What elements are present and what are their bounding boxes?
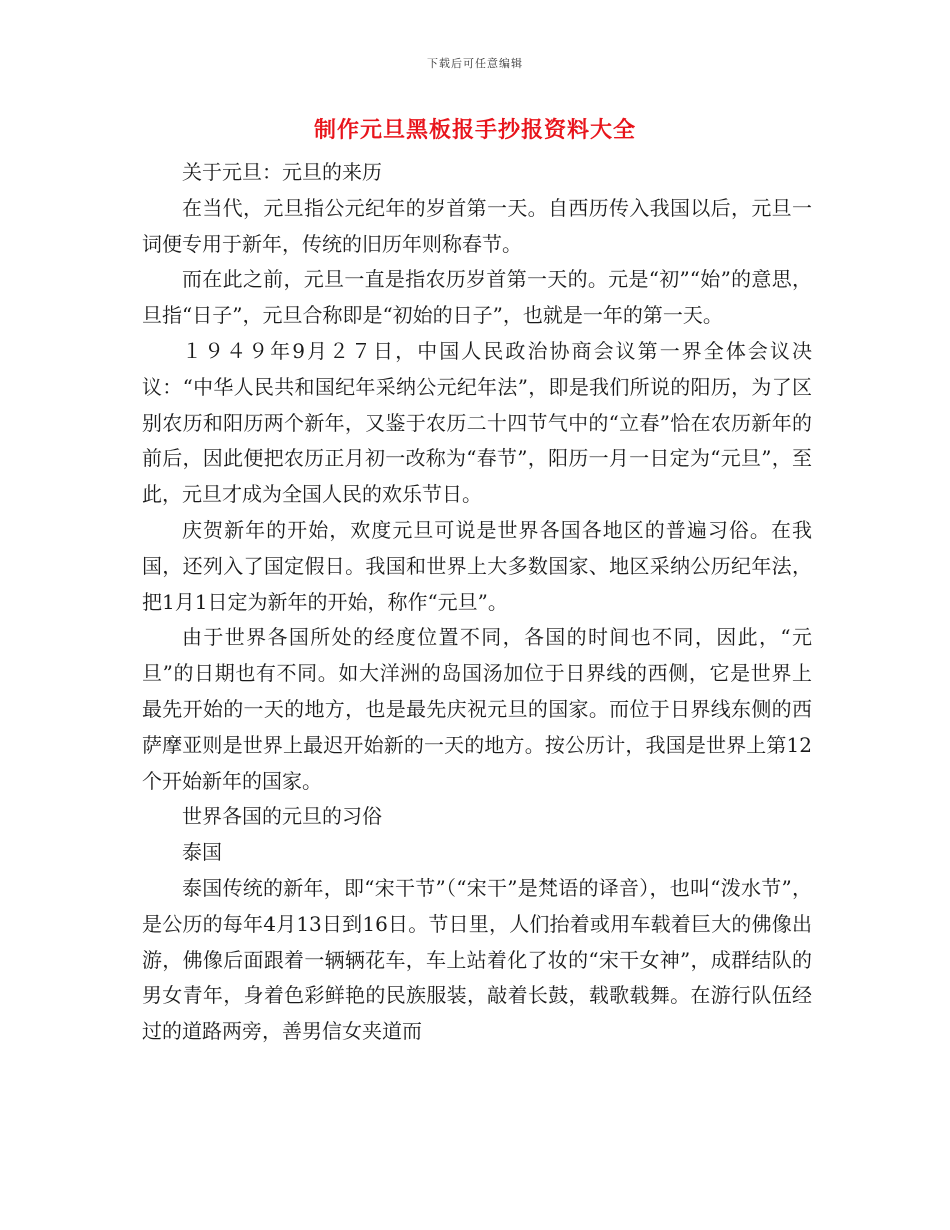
paragraph: 泰国传统的新年，即“宋干节”（“宋干”是梵语的译音），也叫“泼水节”，是公历的每年4月13日到16日。节日里，人们抬着或用车载着巨大的佛像出游，佛像后面跟着一辆辆花车，车上站着化了妆的“宋干女神”，成群结队的男女青年，身着色彩鲜艳的民族服装，敲着长鼓，载歌载舞。在游行队伍经过的道路两旁，善男信女夹道而: [142, 875, 812, 1044]
section-heading: 世界各国的元旦的习俗: [182, 804, 382, 829]
section-heading: 关于元旦：元旦的来历: [182, 160, 382, 184]
paragraph: 而在此之前，元旦一直是指农历岁首第一天的。元是“初”“始”的意思，旦指“日子”，元旦合称即是“初始的日子”，也就是一年的第一天。: [142, 267, 812, 328]
paragraph: 在当代，元旦指公元纪年的岁首第一天。自西历传入我国以后，元旦一词便专用于新年，传统的旧历年则称春节。: [142, 195, 812, 256]
paragraph: 庆贺新年的开始，欢度元旦可说是世界各国各地区的普遍习俗。在我国，还列入了国定假日。我国和世界上大多数国家、地区采纳公历纪年法，把1月1日定为新年的开始，称作“元旦”。: [142, 517, 812, 614]
document-body: [142, 155, 812, 1050]
document-title: 制作元旦黑板报手抄报资料大全: [313, 117, 636, 143]
paragraph: 由于世界各国所处的经度位置不同，各国的时间也不同，因此，“元旦”的日期也有不同。如大洋洲的岛国汤加位于日界线的西侧，它是世界上最先开始的一天的地方，也是最先庆祝元旦的国家。而位于日界线东侧的西萨摩亚则是世界上最迟开始新的一天的地方。按公历计，我国是世界上第12个开始新年的国家。: [142, 625, 812, 793]
paragraph: １９４９年9月２７日，中国人民政治协商会议第一界全体会议决议：“中华人民共和国纪年采纳公元纪年法”，即是我们所说的阳历，为了区别农历和阳历两个新年，又鉴于农历二十四节气中的“立春”恰在农历新年的前后，因此便把农历正月初一改称为“春节”，阳历一月一日定为“元旦”，至此，元旦才成为全国人民的欢乐节日。: [142, 338, 812, 507]
header-note: 下载后可任意编辑: [427, 57, 523, 70]
subsection-heading: 泰国: [182, 840, 222, 865]
